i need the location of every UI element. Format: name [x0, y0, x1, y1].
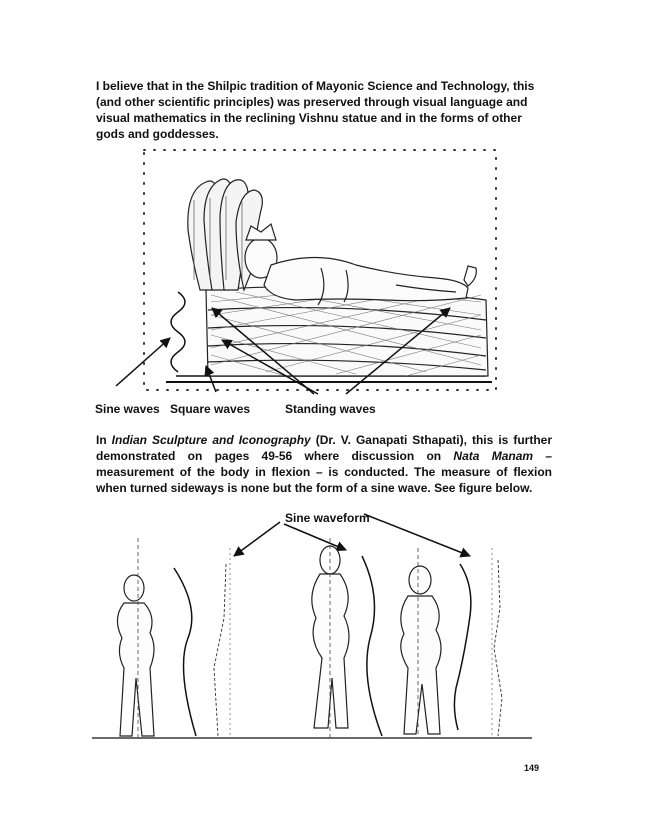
standing-figure-3 [401, 566, 441, 734]
standing-figure-1 [117, 575, 154, 736]
label-sine-waves: Sine waves [95, 402, 160, 416]
reclining-vishnu-figure [96, 140, 552, 410]
label-standing-waves: Standing waves [285, 402, 376, 416]
standing-figure-2 [312, 546, 349, 728]
sine-curve-2 [362, 556, 382, 736]
term-nata-manam: Nata Manam [453, 449, 534, 463]
sine-wave-drawing [171, 292, 185, 372]
sine-curve-1 [174, 568, 196, 736]
paragraph-text: (Dr. V. Ganapati Sthapati), this is further demonstrated on pages 49-56 where discussion on [96, 433, 552, 463]
page-number: 149 [524, 763, 540, 773]
book-title: Indian Sculpture and Iconography [111, 433, 311, 447]
label-square-waves: Square waves [170, 402, 251, 416]
sine-curve-3 [454, 564, 470, 730]
reclining-deity [245, 224, 476, 305]
waveform-arrows [234, 514, 470, 556]
intro-paragraph: I believe that in the Shilpic tradition of Mayonic Science and Technology, this (and other scientific principles) was preserved through visual language and visual mathematics in the reclining Vishnu statue and in the forms of other gods and goddesses. [96, 79, 535, 141]
flexion-figures [92, 508, 552, 760]
paragraph-text: In [96, 433, 112, 447]
body-paragraph [96, 432, 552, 496]
label-sine-waveform: Sine waveform [285, 511, 370, 525]
paragraph-text: – measurement of the body in flexion – is conducted. The measure of flexion when turned sideways is none but the form of a sine wave. See figure below. [96, 449, 553, 495]
